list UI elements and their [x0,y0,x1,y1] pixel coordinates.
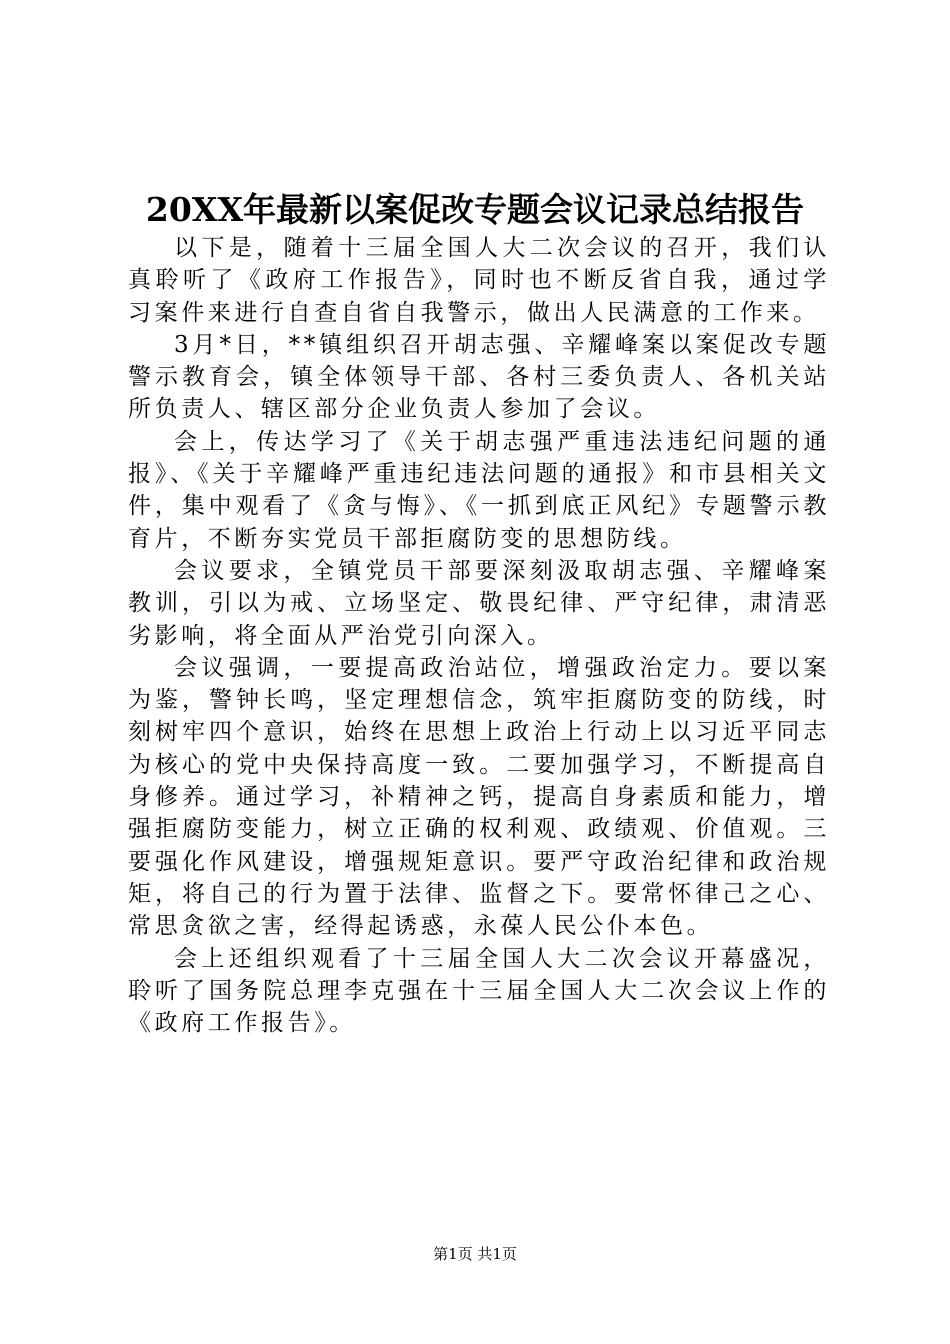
document-title: 20XX年最新以案促改专题会议记录总结报告 [145,190,805,229]
page-footer: 第1页 共1页 [433,1245,517,1263]
paragraph-intro: 以下是，随着十三届全国人大二次会议的召开，我们认真聆听了《政府工作报告》，同时也不断反省自我，通过学习案件来进行自查自省自我警示，做出人民满意的工作来。 [128,235,830,326]
paragraph-meeting-emphasis: 会议强调，一要提高政治站位，增强政治定力。要以案为鉴，警钟长鸣，坚定理想信念，筑牢拒腐防变的防线，时刻树牢四个意识，始终在思想上政治上行动上以习近平同志为核心的党中央保持高度一致。二要加强学习，不断提高自身修养。通过学习，补精神之钙，提高自身素质和能力，增强拒腐防变能力，树立正确的权利观、政绩观、价值观。三要强化作风建设，增强规矩意识。要严守政治纪律和政治规矩，将自己的行为置于法律、监督之下。要常怀律己之心、常思贪欲之害，经得起诱惑，永葆人民公仆本色。 [128,654,830,940]
document-body [128,232,830,1039]
paragraph-meeting-requirements: 会议要求，全镇党员干部要深刻汲取胡志强、辛耀峰案教训，引以为戒、立场坚定、敬畏纪律、严守纪律，肃清恶劣影响，将全面从严治党引向深入。 [128,557,830,649]
paragraph-meeting-content: 会上，传达学习了《关于胡志强严重违法违纪问题的通报》、《关于辛耀峰严重违纪违法问题的通报》和市县相关文件，集中观看了《贪与悔》、《一抓到底正风纪》专题警示教育片，不断夯实党员干部拒腐防变的思想防线。 [128,428,830,552]
paragraph-meeting-overview: 3月*日，**镇组织召开胡志强、辛耀峰案以案促改专题警示教育会，镇全体领导干部、各村三委负责人、各机关站所负责人、辖区部分企业负责人参加了会议。 [128,331,830,423]
paragraph-closing: 会上还组织观看了十三届全国人大二次会议开幕盛况，聆听了国务院总理李克强在十三届全国人大二次会议上作的《政府工作报告》。 [128,945,830,1037]
